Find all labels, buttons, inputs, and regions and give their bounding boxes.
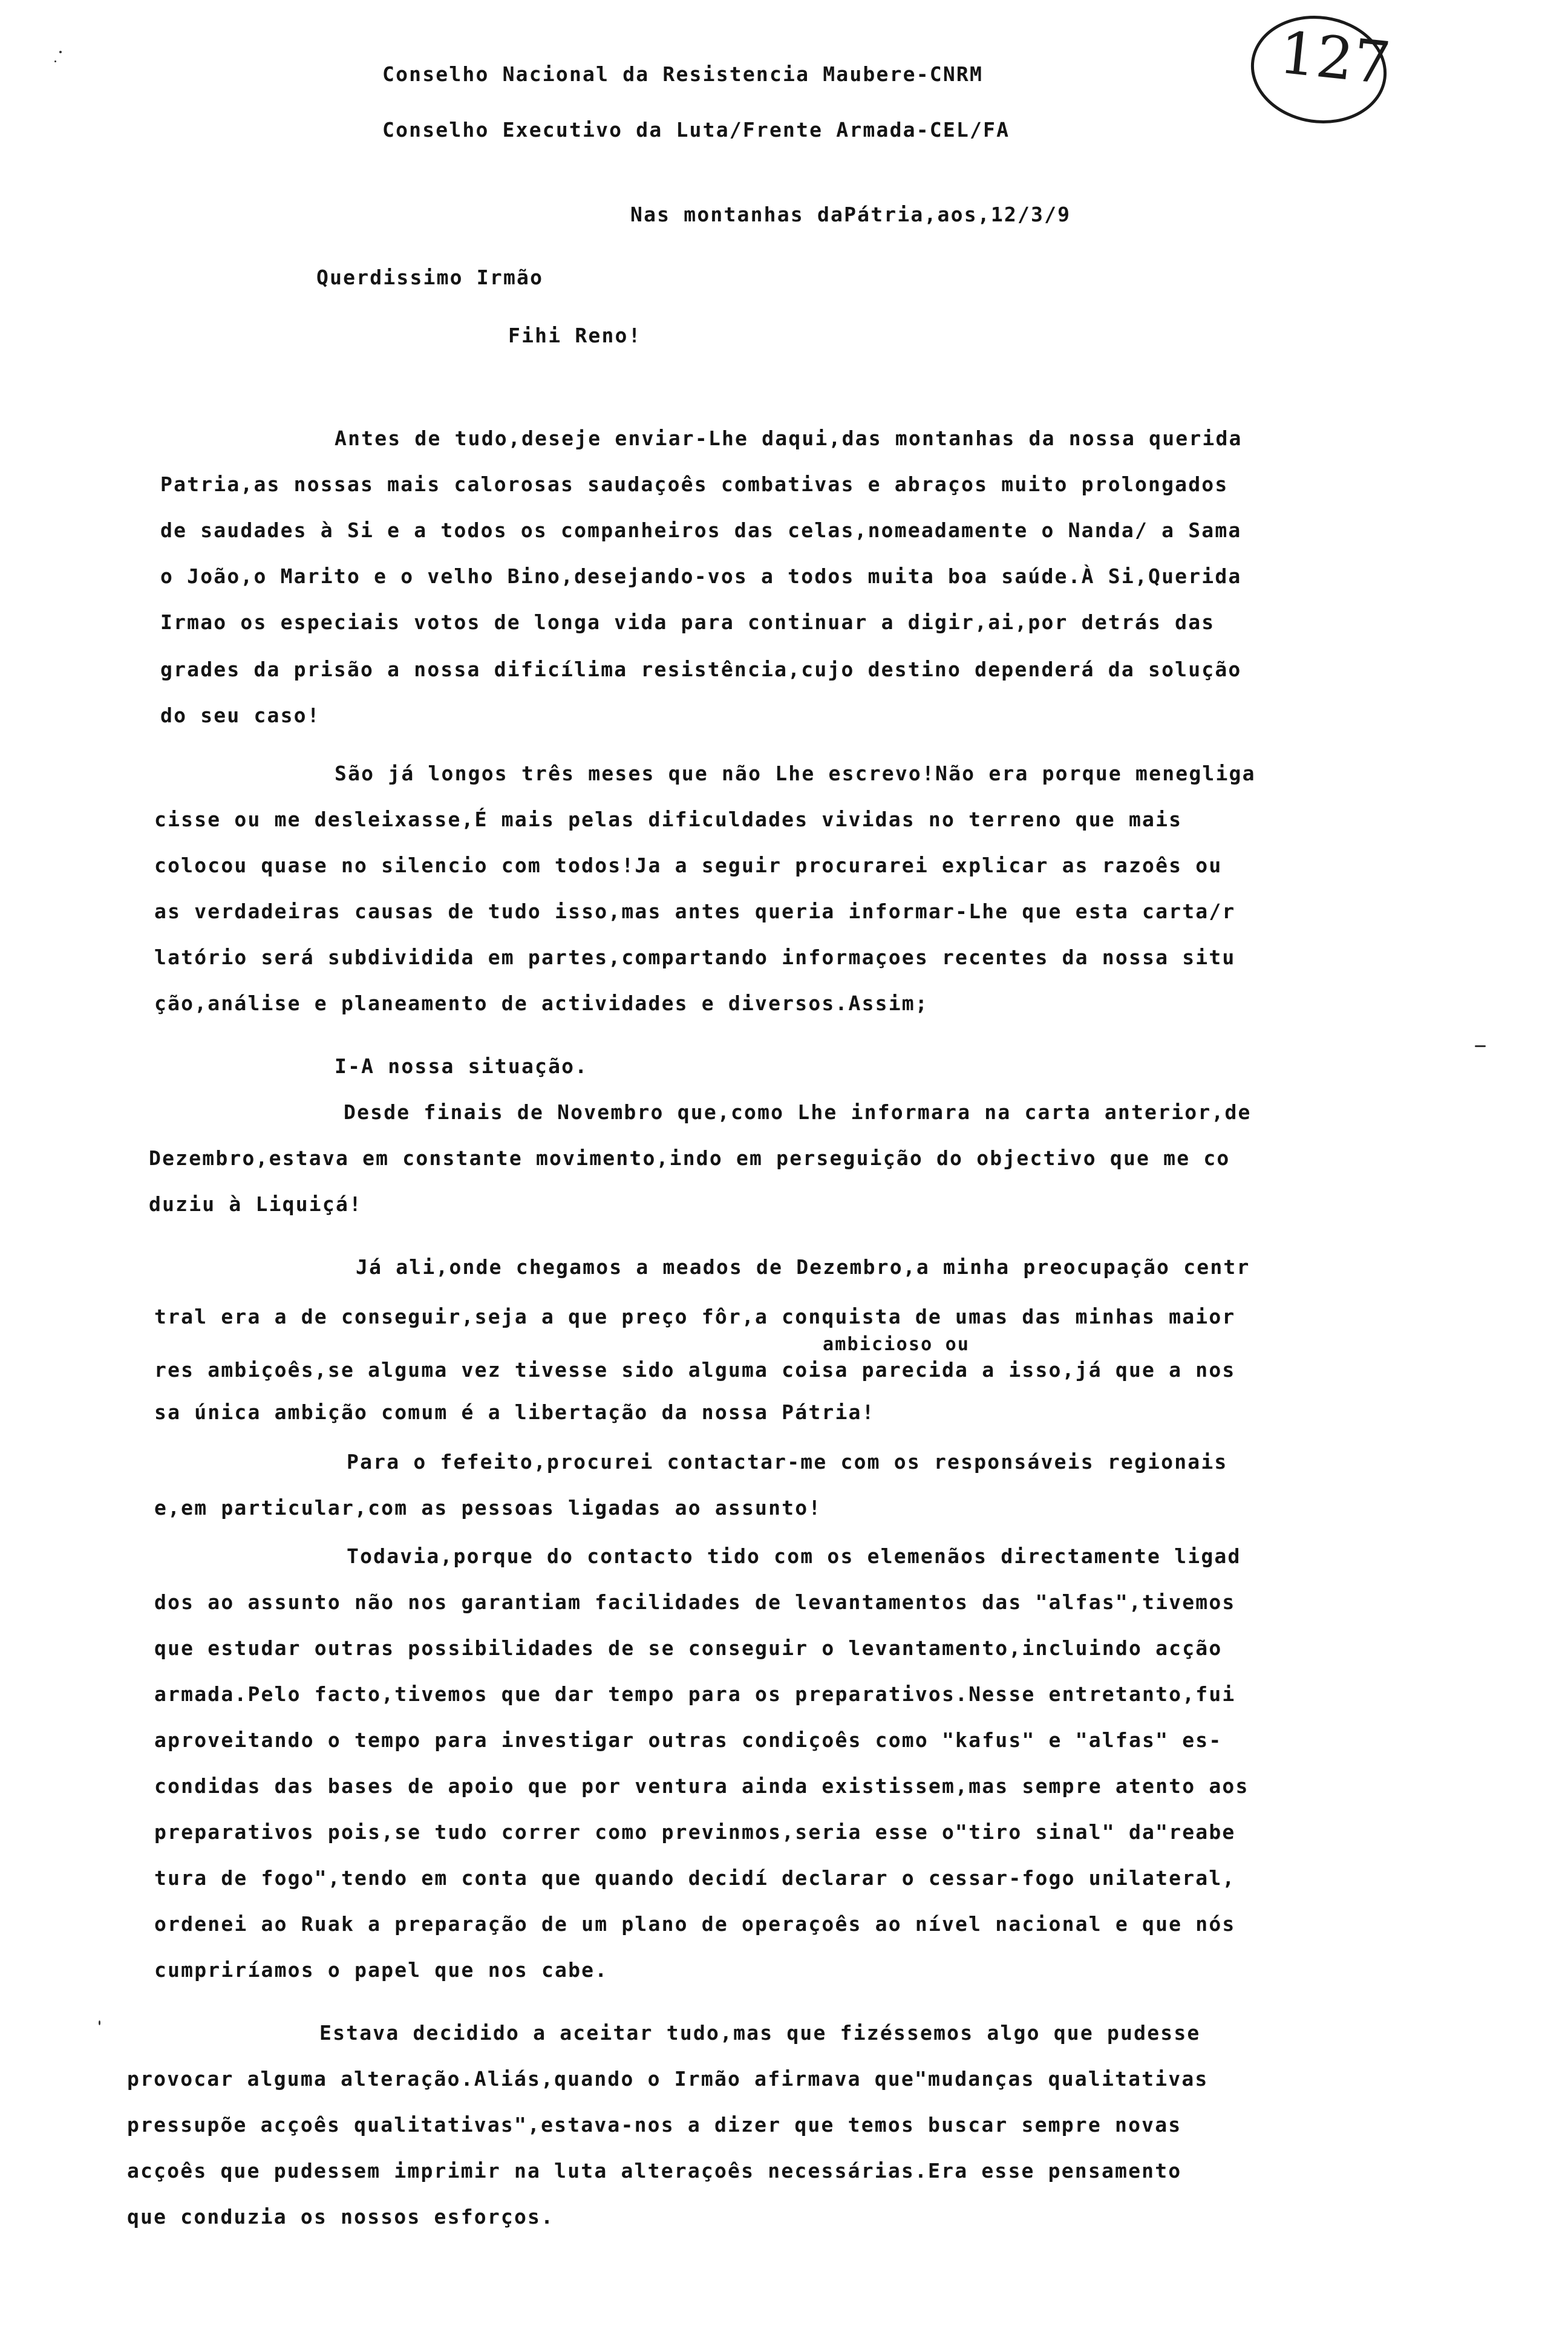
body-line: condidas das bases de apoio que por ventura ainda existissem,mas sempre atento aos — [154, 1774, 1249, 1798]
salutation: Querdissimo Irmão — [316, 266, 544, 289]
body-line: que conduzia os nossos esforços. — [127, 2205, 555, 2228]
body-line: cisse ou me desleixasse,É mais pelas dificuldades vividas no terreno que mais — [154, 808, 1183, 831]
header-line: Conselho Nacional da Resistencia Maubere-CNRM — [382, 62, 984, 86]
interlinear-insertion: ambicioso ou — [823, 1334, 970, 1355]
scan-speck — [59, 51, 62, 53]
place-date: Nas montanhas daPátria,aos,12/3/9 — [630, 203, 1071, 226]
body-line: de saudades à Si e a todos os companheiros das celas,nomeadamente o Nanda/ a Sama — [160, 518, 1242, 542]
body-line: duziu à Liquiçá! — [149, 1192, 363, 1216]
body-line: que estudar outras possibilidades de se conseguir o levantamento,incluindo acção — [154, 1636, 1223, 1660]
body-line: pressupõe acçoês qualitativas",estava-nos a dizer que temos buscar sempre novas — [127, 2113, 1182, 2137]
body-line: aproveitando o tempo para investigar outras condiçoês como "kafus" e "alfas" es- — [154, 1728, 1223, 1752]
body-line: Irmao os especiais votos de longa vida para continuar a digir,ai,por detrás das — [160, 610, 1215, 634]
body-line: colocou quase no silencio com todos!Ja a seguir procurarei explicar as razoês ou — [154, 854, 1223, 877]
body-line: e,em particular,com as pessoas ligadas ao assunto! — [154, 1496, 822, 1520]
body-line: preparativos pois,se tudo correr como previnmos,seria esse o"tiro sinal" da"reabe — [154, 1820, 1236, 1844]
body-line: o João,o Marito e o velho Bino,desejando-vos a todos muita boa saúde.À Si,Querida — [160, 564, 1242, 588]
body-line: ordenei ao Ruak a preparação de um plano de operaçoês ao nível nacional e que nós — [154, 1912, 1236, 1936]
body-line: ção,análise e planeamento de actividades e diversos.Assim; — [154, 991, 929, 1015]
body-line: dos ao assunto não nos garantiam facilidades de levantamentos das "alfas",tivemos — [154, 1590, 1236, 1614]
body-line: res ambiçoês,se alguma vez tivesse sido alguma coisa parecida a isso,já que a nos — [154, 1358, 1236, 1382]
body-line: Desde finais de Novembro que,como Lhe informara na carta anterior,de — [344, 1100, 1252, 1124]
body-line: as verdadeiras causas de tudo isso,mas antes queria informar-Lhe que esta carta/r — [154, 900, 1236, 923]
body-line: Patria,as nossas mais calorosas saudaçoês combativas e abraços muito prolongados — [160, 472, 1229, 496]
body-line: Estava decidido a aceitar tudo,mas que fizéssemos algo que pudesse — [319, 2021, 1201, 2045]
section-heading: I-A nossa situação. — [335, 1054, 589, 1078]
body-line: do seu caso! — [160, 704, 321, 727]
body-line: cumpriríamos o papel que nos cabe. — [154, 1958, 609, 1982]
body-line: Para o fefeito,procurei contactar-me com os responsáveis regionais — [347, 1450, 1228, 1474]
body-line: Já ali,onde chegamos a meados de Dezembro,a minha preocupação centr — [356, 1255, 1250, 1279]
header-line: Conselho Executivo da Luta/Frente Armada-CEL/FA — [382, 118, 1010, 142]
body-line: acçoês que pudessem imprimir na luta alteraçoês necessárias.Era esse pensamento — [127, 2159, 1182, 2183]
body-line: Todavia,porque do contacto tido com os elemenãos directamente ligad — [347, 1544, 1241, 1568]
body-line: latório será subdividida em partes,compartando informaçoes recentes da nossa situ — [154, 945, 1236, 969]
body-line: tura de fogo",tendo em conta que quando decidí declarar o cessar-fogo unilateral, — [154, 1866, 1236, 1890]
page-number: 127 — [1276, 18, 1394, 98]
scan-speck — [54, 60, 56, 62]
body-line: armada.Pelo facto,tivemos que dar tempo para os preparativos.Nesse entretanto,fui — [154, 1682, 1236, 1706]
body-line: Dezembro,estava em constante movimento,indo em perseguição do objectivo que me co — [149, 1146, 1230, 1170]
body-line: grades da prisão a nossa dificílima resistência,cujo destino dependerá da solução — [160, 658, 1242, 681]
body-line: tral era a de conseguir,seja a que preço fôr,a conquista de umas das minhas maior — [154, 1305, 1236, 1328]
scan-speck — [99, 2020, 100, 2025]
scan-mark — [1475, 1045, 1486, 1047]
body-line: Antes de tudo,deseje enviar-Lhe daqui,das montanhas da nossa querida — [335, 426, 1243, 450]
body-line: provocar alguma alteração.Aliás,quando o Irmão afirmava que"mudanças qualitativas — [127, 2067, 1209, 2091]
body-line: São já longos três meses que não Lhe escrevo!Não era porque menegliga — [335, 762, 1256, 785]
body-line: sa única ambição comum é a libertação da nossa Pátria! — [154, 1400, 875, 1424]
salutation-name: Fihi Reno! — [508, 324, 642, 347]
